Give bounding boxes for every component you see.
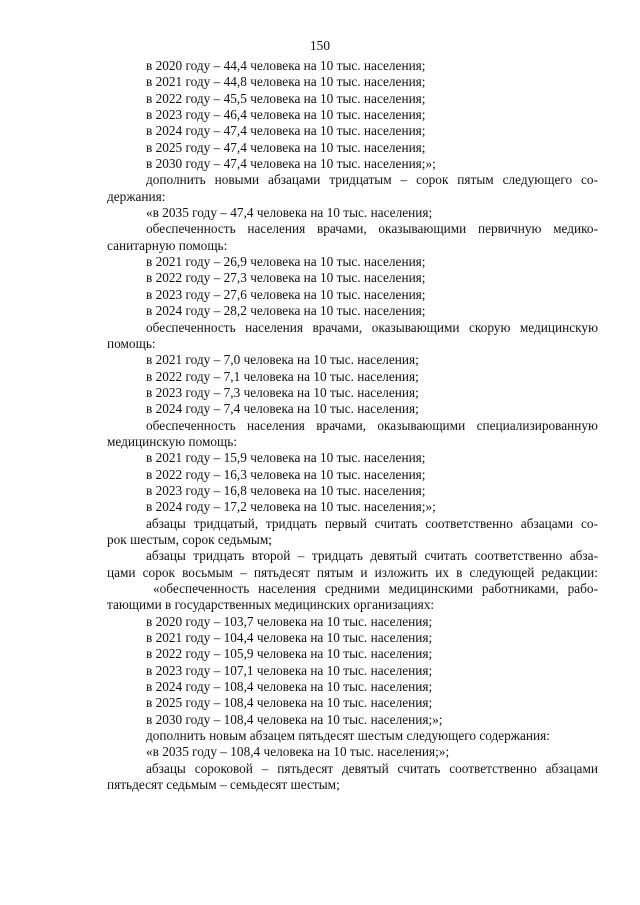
text-line: пятьдесят седьмым – семьдесят шестым; bbox=[107, 777, 340, 793]
text-line: дополнить новым абзацем пятьдесят шестым следующего содержания: bbox=[146, 728, 550, 744]
text-line: в 2023 году – 7,3 человека на 10 тыс. населения; bbox=[146, 384, 419, 400]
text-line: в 2020 году – 103,7 человека на 10 тыс. населения; bbox=[146, 613, 433, 629]
text-line: «в 2035 году – 47,4 человека на 10 тыс. населения; bbox=[146, 205, 433, 221]
text-line: «в 2035 году – 108,4 человека на 10 тыс. населения;»; bbox=[146, 744, 450, 760]
text-line: в 2025 году – 47,4 человека на 10 тыс. населения; bbox=[146, 139, 426, 155]
document-body bbox=[107, 58, 598, 793]
text-line: держания: bbox=[107, 188, 166, 204]
text-line: в 2021 году – 26,9 человека на 10 тыс. населения; bbox=[146, 254, 426, 270]
text-line: санитарную помощь: bbox=[107, 237, 228, 253]
text-line: медицинскую помощь: bbox=[107, 433, 238, 449]
text-line: в 2023 году – 16,8 человека на 10 тыс. населения; bbox=[146, 482, 426, 498]
text-line: в 2022 году – 16,3 человека на 10 тыс. населения; bbox=[146, 466, 426, 482]
text-line: в 2024 году – 28,2 человека на 10 тыс. населения; bbox=[146, 303, 426, 319]
text-line: тающими в государственных медицинских организациях: bbox=[107, 597, 435, 613]
text-line: в 2021 году – 7,0 человека на 10 тыс. населения; bbox=[146, 352, 419, 368]
text-line: обеспеченность населения врачами, оказывающими скорую медицинскую bbox=[146, 319, 598, 335]
text-line: в 2023 году – 107,1 человека на 10 тыс. населения; bbox=[146, 662, 433, 678]
page-number: 150 bbox=[310, 38, 330, 53]
text-line: в 2030 году – 47,4 человека на 10 тыс. населения;»; bbox=[146, 156, 436, 172]
text-line: в 2024 году – 47,4 человека на 10 тыс. населения; bbox=[146, 123, 426, 139]
text-line: обеспеченность населения врачами, оказывающими первичную медико- bbox=[146, 221, 598, 237]
text-line: обеспеченность населения врачами, оказывающими специализированную bbox=[146, 417, 598, 433]
text-line: абзацы тридцатый, тридцать первый считать соответственно абзацами со- bbox=[146, 515, 598, 531]
text-line: дополнить новыми абзацами тридцатым – сорок пятым следующего со- bbox=[146, 172, 598, 188]
text-line: в 2023 году – 27,6 человека на 10 тыс. населения; bbox=[146, 286, 426, 302]
text-line: в 2023 году – 46,4 человека на 10 тыс. населения; bbox=[146, 107, 426, 123]
text-line: помощь: bbox=[107, 335, 156, 351]
text-line: в 2022 году – 27,3 человека на 10 тыс. населения; bbox=[146, 270, 426, 286]
text-line: в 2024 году – 17,2 человека на 10 тыс. населения;»; bbox=[146, 499, 436, 515]
text-line: абзацы сороковой – пятьдесят девятый считать соответственно абзацами bbox=[146, 760, 598, 776]
text-line: в 2021 году – 44,8 человека на 10 тыс. населения; bbox=[146, 74, 426, 90]
text-line: в 2021 году – 15,9 человека на 10 тыс. населения; bbox=[146, 450, 426, 466]
text-line: в 2022 году – 105,9 человека на 10 тыс. населения; bbox=[146, 646, 433, 662]
text-line: в 2020 году – 44,4 человека на 10 тыс. населения; bbox=[146, 58, 426, 73]
text-line: абзацы тридцать второй – тридцать девятый считать соответственно абза- bbox=[146, 548, 598, 564]
text-line: в 2021 году – 104,4 человека на 10 тыс. населения; bbox=[146, 630, 433, 646]
text-line: в 2025 году – 108,4 человека на 10 тыс. населения; bbox=[146, 695, 433, 711]
text-line: «обеспеченность населения средними медицинскими работниками, рабо- bbox=[153, 581, 598, 596]
text-line: рок шестым, сорок седьмым; bbox=[107, 531, 272, 547]
text-line: в 2030 году – 108,4 человека на 10 тыс. населения;»; bbox=[146, 711, 443, 727]
text-line: в 2024 году – 108,4 человека на 10 тыс. населения; bbox=[146, 679, 433, 695]
text-line: в 2024 году – 7,4 человека на 10 тыс. населения; bbox=[146, 401, 419, 417]
text-line: цами сорок восьмым – пятьдесят пятым и изложить их в следующей редакции: bbox=[107, 564, 598, 580]
text-line: в 2022 году – 45,5 человека на 10 тыс. населения; bbox=[146, 90, 426, 106]
text-line: в 2022 году – 7,1 человека на 10 тыс. населения; bbox=[146, 368, 419, 384]
